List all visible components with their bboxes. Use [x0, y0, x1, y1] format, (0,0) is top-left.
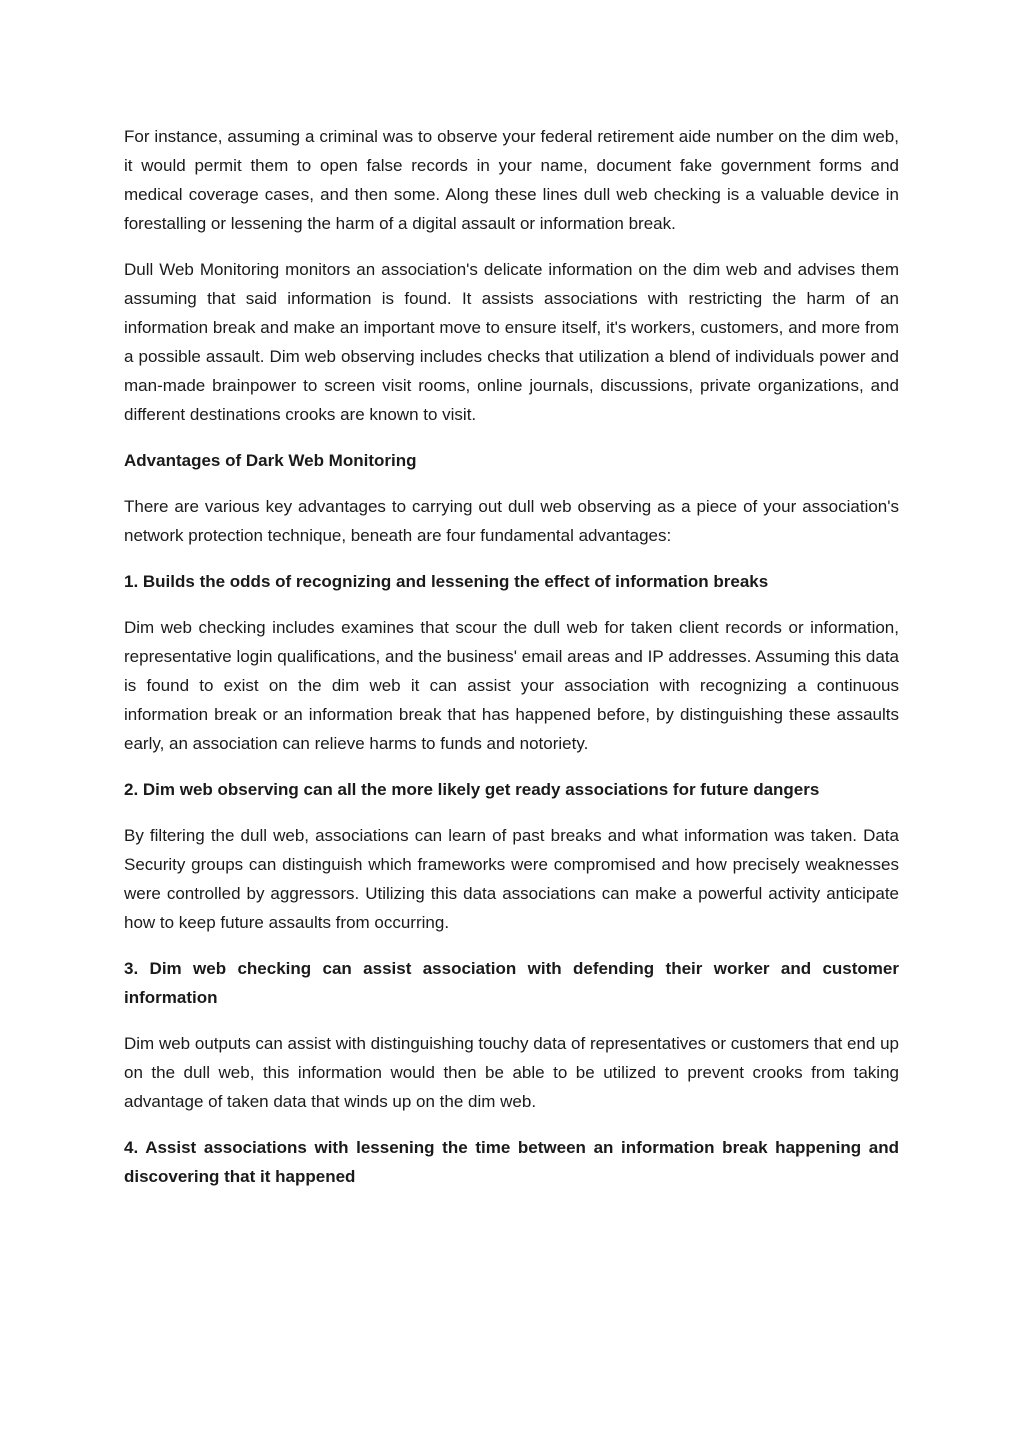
advantage-1-body: Dim web checking includes examines that scour the dull web for taken client records or information, representative login qualifications, and the business' email areas and IP addresses. Assuming this data is found to exist on the dim web it can assist your association with recognizing a continuous information break or an information break that has happened before, by distinguishing these assaults early, an association can relieve harms to funds and notoriety. [124, 618, 899, 753]
advantage-2-heading: 2. Dim web observing can all the more likely get ready associations for future dangers [124, 780, 820, 799]
paragraph-intro-example: For instance, assuming a criminal was to observe your federal retirement aide number on the dim web, it would permit them to open false records in your name, document fake government forms and medical coverage cases, and then some. Along these lines dull web checking is a valuable device in forestalling or lessening the harm of a digital assault or information break. [124, 127, 899, 233]
document-page [124, 122, 899, 1208]
section-heading: Advantages of Dark Web Monitoring [124, 451, 417, 470]
advantage-3-body: Dim web outputs can assist with distinguishing touchy data of representatives or customers that end up on the dull web, this information would then be able to be utilized to prevent crooks from taking advantage of taken data that winds up on the dim web. [124, 1034, 899, 1111]
advantage-1-heading: 1. Builds the odds of recognizing and lessening the effect of information breaks [124, 572, 769, 591]
section-intro: There are various key advantages to carrying out dull web observing as a piece of your association's network protection technique, beneath are four fundamental advantages: [124, 497, 899, 545]
advantage-4-heading: 4. Assist associations with lessening the time between an information break happening and discovering that it happened [124, 1138, 899, 1186]
advantage-2-body: By filtering the dull web, associations can learn of past breaks and what information was taken. Data Security groups can distinguish which frameworks were compromised and how precisely weaknesses were controlled by aggressors. Utilizing this data associations can make a powerful activity anticipate how to keep future assaults from occurring. [124, 826, 899, 932]
advantage-3-heading: 3. Dim web checking can assist association with defending their worker and customer information [124, 959, 899, 1007]
paragraph-dark-web-monitoring-overview: Dull Web Monitoring monitors an association's delicate information on the dim web and advises them assuming that said information is found. It assists associations with restricting the harm of an information break and make an important move to ensure itself, it's workers, customers, and more from a possible assault. Dim web observing includes checks that utilization a blend of individuals power and man-made brainpower to screen visit rooms, online journals, discussions, private organizations, and different destinations crooks are known to visit. [124, 260, 899, 424]
